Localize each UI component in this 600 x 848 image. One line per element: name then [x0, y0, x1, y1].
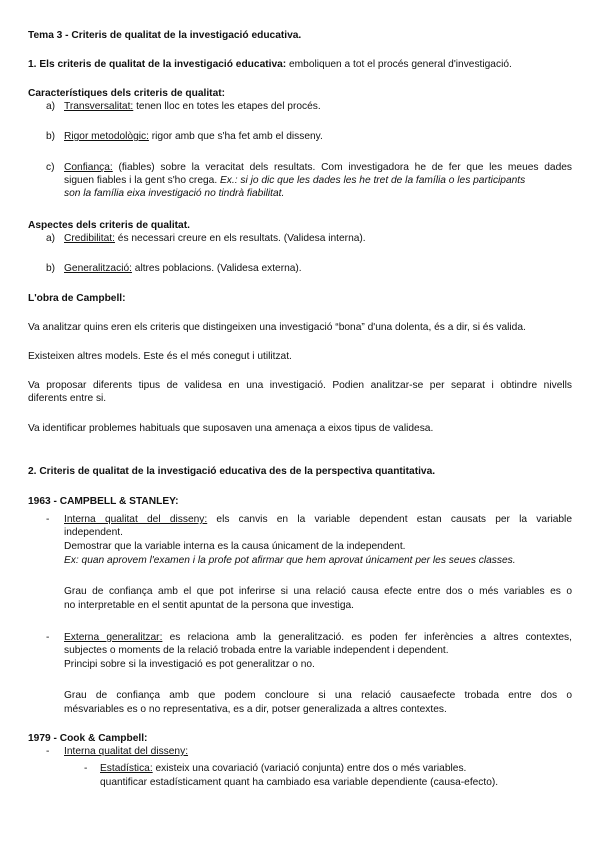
campbell-paragraph-4: Va identificar problemes habituals que suposaven una amenaça a eixos tipus de validesa.	[28, 423, 434, 434]
interna-1979-bullet: -	[46, 746, 50, 757]
caract-c-text-1: (fiables) sobre la veracitat dels resultats. Com investigadora he de fer que les meues dades	[112, 162, 572, 173]
caract-b-term: Rigor metodològic:	[64, 131, 149, 142]
externa-1963-grau-2: mésvariables es o no representativa, es a dir, potser generalizada a altres contextes.	[64, 704, 447, 715]
section-1-heading-rest: emboliquen a tot el procés general d'investigació.	[286, 59, 512, 70]
aspectes-b-marker: b)	[46, 263, 56, 274]
interna-1963-bullet: -	[46, 514, 50, 525]
aspectes-b-item	[64, 263, 302, 275]
estadistica-text-2: quantificar estadísticament quant ha cambiado esa variable dependiente (causa-efecto).	[100, 777, 499, 788]
section-1-heading-bold: 1. Els criteris de qualitat de la investigació educativa:	[28, 59, 287, 70]
aspectes-heading: Aspectes dels criteris de qualitat.	[28, 220, 190, 231]
aspectes-a-item	[64, 233, 366, 245]
interna-1963-grau-1: Grau de confiança amb el que pot inferirse si una relació causa efecte entre dos o més variables es o	[64, 586, 572, 597]
aspectes-a-term: Credibilitat:	[64, 233, 115, 244]
externa-1963-grau-1: Grau de confiança amb que podem concloure si una relació causaefecte trobada entre dos o	[64, 690, 572, 701]
caract-c-line-1	[64, 162, 572, 174]
caracteristiques-heading: Característiques dels criteris de qualitat:	[28, 88, 226, 99]
interna-1963-example: Ex: quan aprovem l'examen i la profe pot afirmar que hem aprovat únicament per les seues classes.	[64, 555, 516, 566]
caract-b-text: rigor amb que s'ha fet amb el disseny.	[148, 131, 323, 142]
caract-a-marker: a)	[46, 101, 56, 112]
caract-b-item	[64, 131, 323, 143]
interna-1963-text-2: independent.	[64, 527, 123, 538]
externa-1963-line-1	[64, 632, 572, 644]
year-1963-heading: 1963 - CAMPBELL & STANLEY:	[28, 496, 179, 507]
interna-1963-grau-2: no interpretable en el sentit apuntat de la persona que investiga.	[64, 600, 354, 611]
campbell-paragraph-3-line-2: diferents entre si.	[28, 393, 107, 404]
estadistica-line-1	[100, 763, 466, 775]
caract-c-line-2	[64, 175, 525, 187]
caract-c-marker: c)	[46, 162, 55, 173]
caract-a-text: tenen lloc en totes les etapes del procés.	[133, 101, 321, 112]
caract-a-item	[64, 101, 321, 113]
campbell-paragraph-3-line-1: Va proposar diferents tipus de validesa en una investigació. Podien analitzar-se per separat i obtindre nivells	[28, 380, 572, 391]
interna-1963-line-1	[64, 514, 572, 526]
externa-1963-text-2: subjectes o moments de la relació trobada entre la variable independent i dependent.	[64, 645, 449, 656]
doc-title: Tema 3 - Criteris de qualitat de la investigació educativa.	[28, 30, 302, 41]
estadistica-term: Estadística:	[100, 763, 153, 774]
section-2-heading: 2. Criteris de qualitat de la investigació educativa des de la perspectiva quantitativa.	[28, 466, 436, 477]
interna-1963-text-3: Demostrar que la variable interna es la causa únicament de la independent.	[64, 541, 406, 552]
estadistica-bullet: -	[84, 763, 88, 774]
interna-1963-term: Interna qualitat del disseny:	[64, 514, 208, 525]
externa-1963-text-1: es relaciona amb la generalització. es poden fer inferències a altres contextes,	[162, 632, 572, 643]
interna-1963-text-1: els canvis en la variable dependent estan causats per la variable	[207, 514, 572, 525]
caract-c-example-3: son la família eixa investigació no tindrà fiabilitat.	[64, 188, 285, 199]
campbell-paragraph-2: Existeixen altres models. Este és el més conegut i utilitzat.	[28, 351, 292, 362]
caract-c-text-2: siguen fiables i la gent s'ho crega.	[64, 175, 220, 186]
externa-1963-term: Externa generalitzar:	[64, 632, 163, 643]
caract-c-term: Confiança:	[64, 162, 113, 173]
campbell-heading: L'obra de Campbell:	[28, 293, 126, 304]
estadistica-text-1: existeix una covariació (variació conjunta) entre dos o més variables.	[152, 763, 467, 774]
campbell-paragraph-1: Va analitzar quins eren els criteris que distingeixen una investigació “bona” d'una dolenta, és a dir, si és valida.	[28, 322, 526, 333]
externa-1963-text-3: Principi sobre si la investigació es pot generalitzar o no.	[64, 659, 315, 670]
aspectes-b-term: Generalització:	[64, 263, 132, 274]
aspectes-a-text: és necessari creure en els resultats. (Validesa interna).	[114, 233, 366, 244]
caract-c-example-2: Ex.: si jo dic que les dades les he tret de la família o les participants	[220, 175, 526, 186]
year-1979-heading: 1979 - Cook & Campbell:	[28, 733, 148, 744]
aspectes-a-marker: a)	[46, 233, 56, 244]
interna-1979-term: Interna qualitat del disseny:	[64, 746, 189, 757]
externa-1963-bullet: -	[46, 632, 50, 643]
caract-a-term: Transversalitat:	[64, 101, 134, 112]
section-1-heading	[28, 59, 512, 71]
caract-b-marker: b)	[46, 131, 56, 142]
aspectes-b-text: altres poblacions. (Validesa externa).	[131, 263, 302, 274]
